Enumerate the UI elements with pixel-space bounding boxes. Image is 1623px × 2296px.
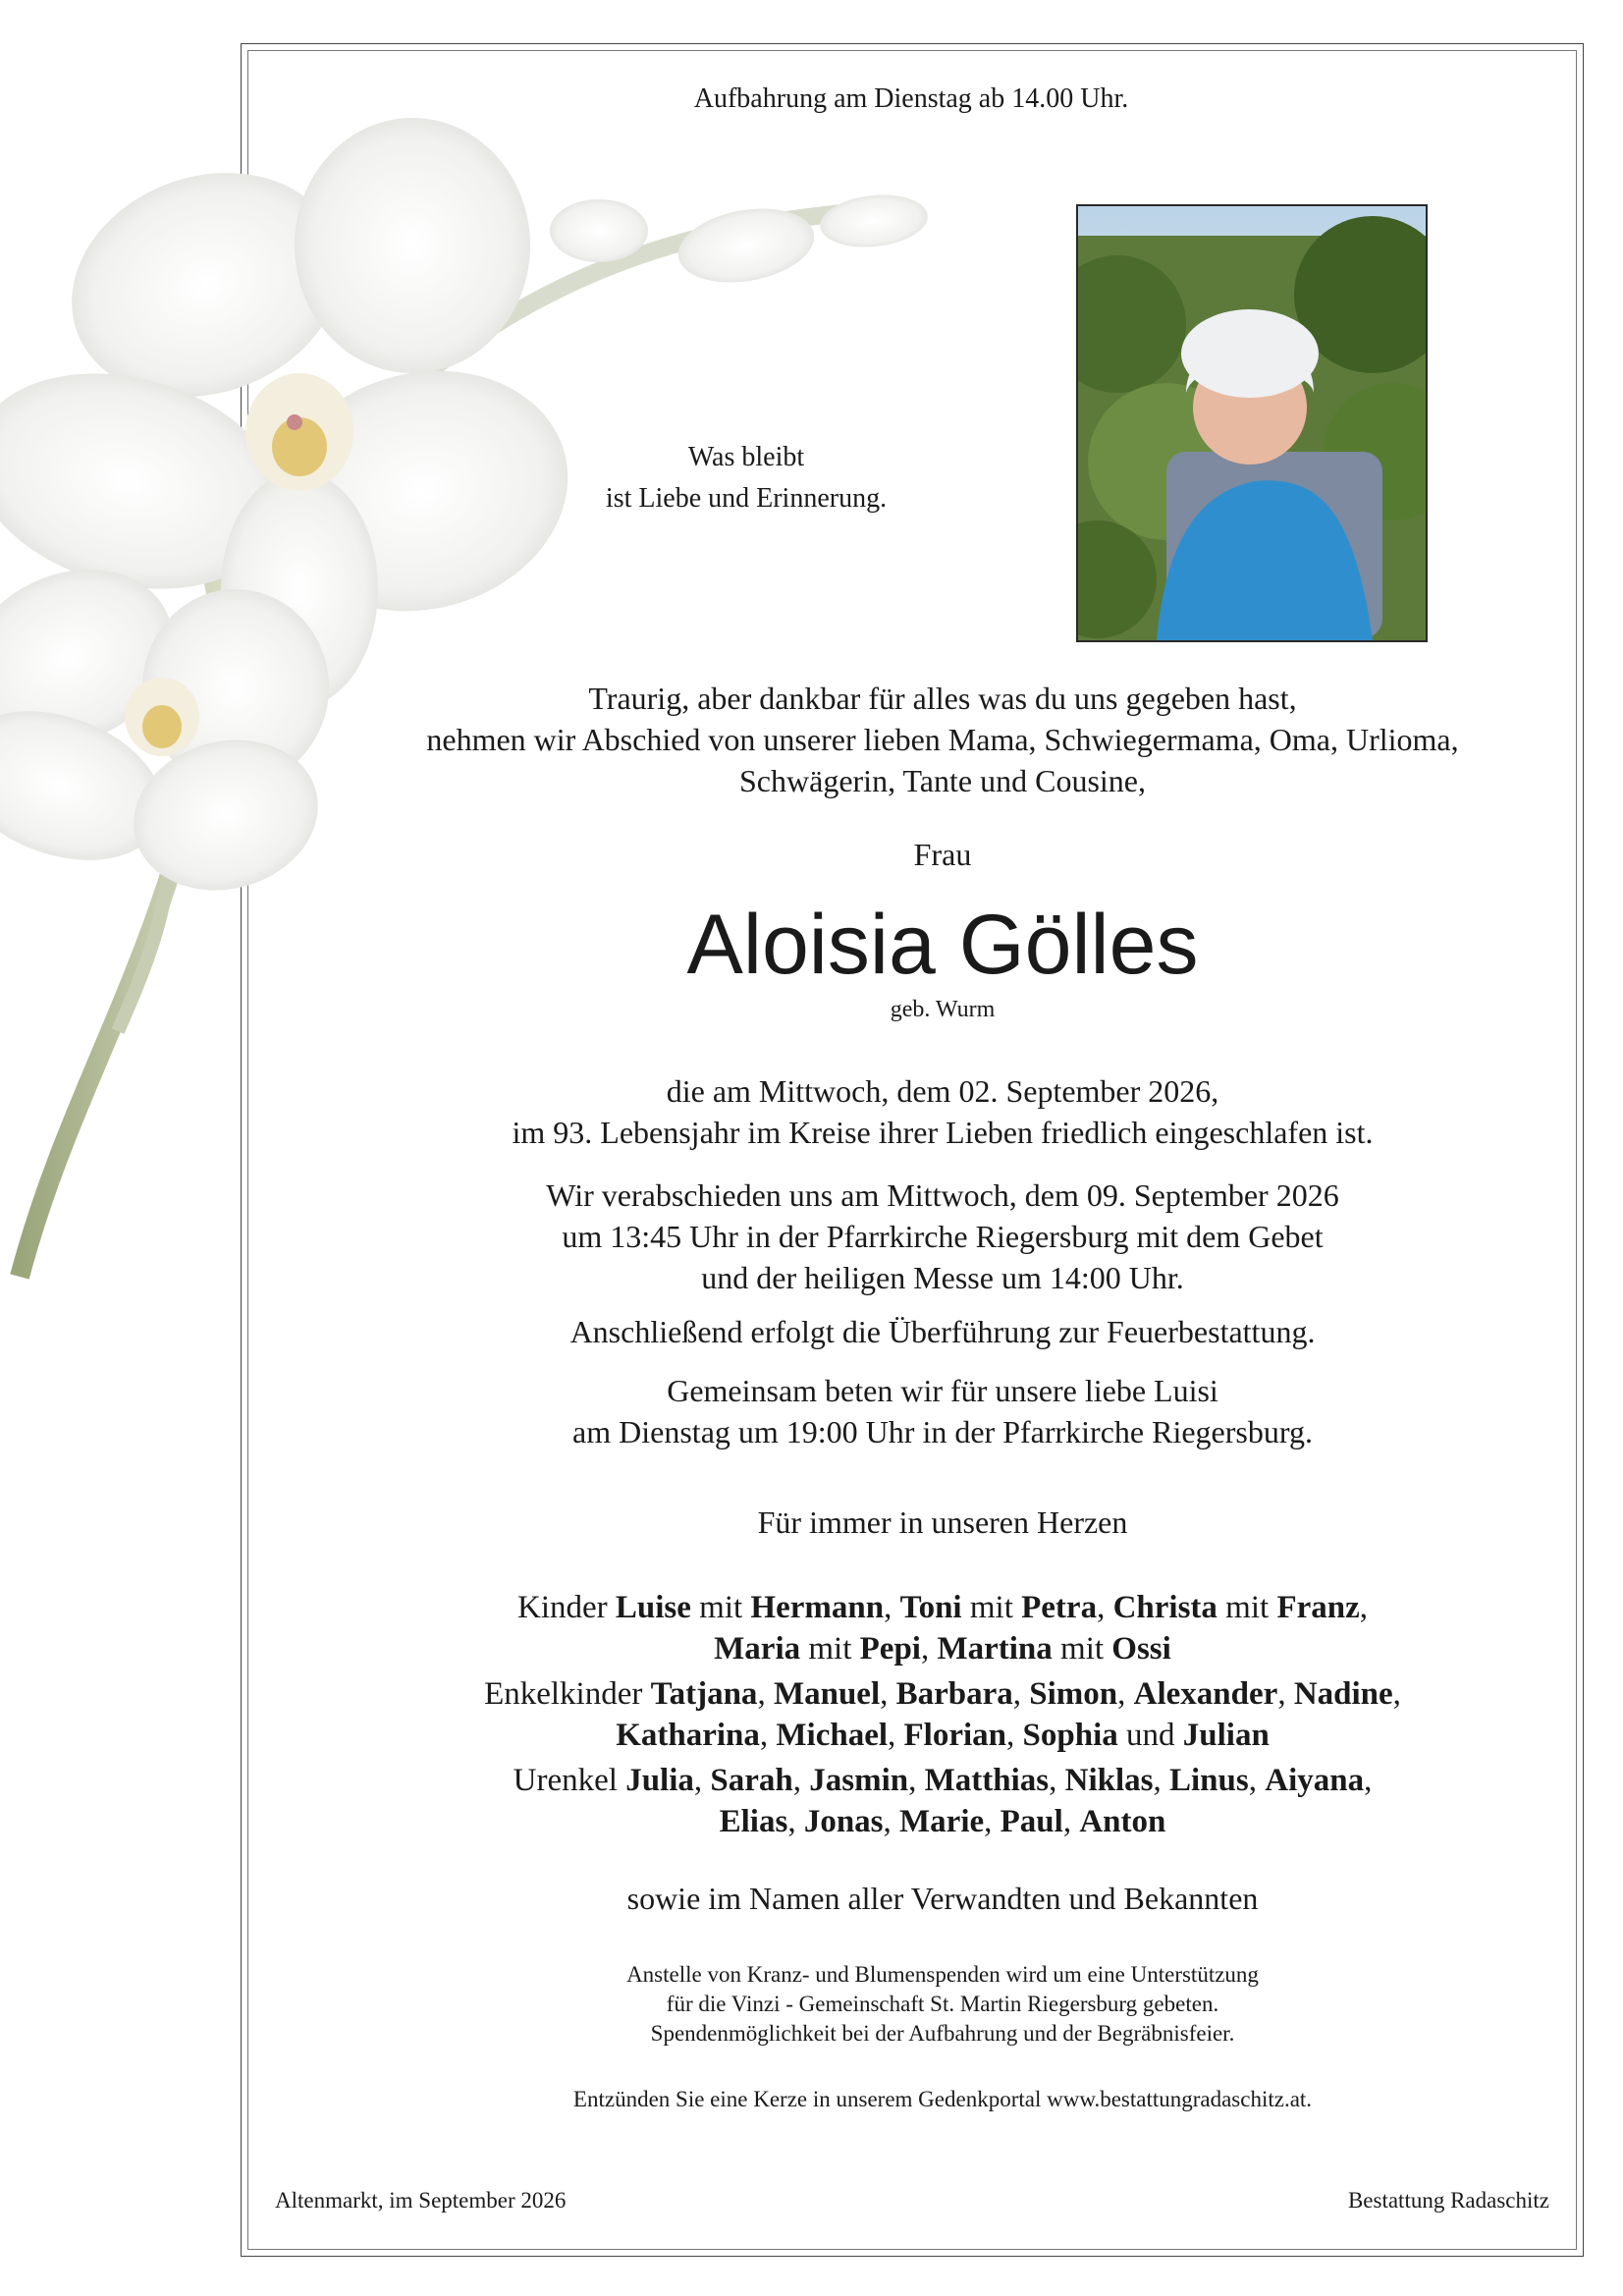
forever-line: Für immer in unseren Herzen bbox=[757, 1504, 1128, 1540]
name-separator: , bbox=[792, 1763, 810, 1798]
name-separator: , bbox=[1364, 1763, 1373, 1798]
intro-line: nehmen wir Abschied von unserer lieben Mama, Schwiegermama, Oma, Urlioma, bbox=[426, 722, 1459, 757]
name-separator: mit bbox=[1052, 1631, 1112, 1667]
death-line: im 93. Lebensjahr im Kreise ihrer Lieben friedlich eingeschlafen ist. bbox=[512, 1115, 1374, 1150]
name-separator: , bbox=[1012, 1676, 1030, 1712]
name-separator: , bbox=[984, 1804, 1001, 1839]
family-member-name: Pepi bbox=[859, 1631, 921, 1667]
farewell-notice bbox=[344, 1175, 1542, 1298]
name-separator: , bbox=[1392, 1676, 1401, 1712]
name-separator: , bbox=[693, 1763, 711, 1798]
family-member-name: Julian bbox=[1182, 1718, 1270, 1753]
place-date: Altenmarkt, im September 2026 bbox=[275, 2188, 567, 2213]
grandchildren-line-1 bbox=[344, 1673, 1542, 1715]
family-member-name: Barbara bbox=[895, 1676, 1013, 1712]
family-list bbox=[344, 1587, 1542, 1842]
motto-line: Was bleibt bbox=[687, 442, 805, 472]
donation-line: für die Vinzi - Gemeinschaft St. Martin Riegersburg gebeten. bbox=[666, 1992, 1219, 2016]
candle-portal-notice: Entzünden Sie eine Kerze in unserem Gedenkportal www.bestattungradaschitz.at. bbox=[572, 2087, 1313, 2111]
family-member-name: Jonas bbox=[803, 1804, 884, 1839]
prayer-line: Gemeinsam beten wir für unsere liebe Luisi bbox=[667, 1373, 1218, 1408]
family-member-name: Jasmin bbox=[809, 1763, 909, 1798]
family-member-name: Michael bbox=[776, 1718, 889, 1753]
family-member-name: Niklas bbox=[1064, 1763, 1154, 1798]
deceased-name: Aloisia Gölles bbox=[686, 898, 1199, 992]
name-separator: mit bbox=[800, 1631, 860, 1667]
intro-line: Schwägerin, Tante und Cousine, bbox=[739, 763, 1146, 798]
name-separator: , bbox=[1006, 1718, 1023, 1753]
farewell-line: um 13:45 Uhr in der Pfarrkirche Riegersburg mit dem Gebet bbox=[562, 1219, 1324, 1254]
family-member-name: Simon bbox=[1029, 1676, 1118, 1712]
greatgrandchildren-label: Urenkel bbox=[513, 1763, 618, 1798]
family-member-name: Anton bbox=[1079, 1804, 1166, 1839]
name-separator: , bbox=[1359, 1590, 1368, 1625]
family-member-name: Nadine bbox=[1293, 1676, 1393, 1712]
motto bbox=[511, 437, 982, 519]
name-separator: , bbox=[883, 1804, 900, 1839]
intro-text bbox=[334, 678, 1551, 801]
family-member-name: Paul bbox=[1000, 1804, 1063, 1839]
name-separator: , bbox=[759, 1718, 777, 1753]
family-member-name: Katharina bbox=[616, 1718, 760, 1753]
family-member-name: Linus bbox=[1169, 1763, 1249, 1798]
greatgrandchildren-line-2 bbox=[344, 1801, 1542, 1842]
motto-line: ist Liebe und Erinnerung. bbox=[605, 483, 888, 514]
family-member-name: Toni bbox=[899, 1590, 962, 1625]
family-member-name: Matthias bbox=[924, 1763, 1050, 1798]
family-member-name: Christa bbox=[1112, 1590, 1217, 1625]
name-separator: , bbox=[888, 1718, 904, 1753]
family-member-name: Petra bbox=[1021, 1590, 1098, 1625]
name-separator: , bbox=[880, 1676, 896, 1712]
family-member-name: Hermann bbox=[750, 1590, 885, 1625]
cremation-notice: Anschließend erfolgt die Überführung zur Feuerbestattung. bbox=[569, 1314, 1316, 1349]
death-line: die am Mittwoch, dem 02. September 2026, bbox=[666, 1073, 1219, 1109]
relatives-line: sowie im Namen aller Verwandten und Bekannten bbox=[626, 1881, 1259, 1916]
name-separator: , bbox=[787, 1804, 804, 1839]
family-member-name: Sarah bbox=[710, 1763, 793, 1798]
family-member-name: Marie bbox=[899, 1804, 985, 1839]
family-member-name: Ossi bbox=[1111, 1631, 1171, 1667]
undertaker: Bestattung Radaschitz bbox=[1347, 2188, 1549, 2213]
name-separator: , bbox=[1248, 1763, 1266, 1798]
donation-line: Spendenmöglichkeit bei der Aufbahrung und der Begräbnisfeier. bbox=[650, 2021, 1235, 2046]
children-line-1 bbox=[344, 1587, 1542, 1628]
intro-line: Traurig, aber dankbar für alles was du uns gegeben hast, bbox=[588, 681, 1297, 716]
name-separator: , bbox=[1153, 1763, 1169, 1798]
name-separator: , bbox=[1062, 1804, 1080, 1839]
farewell-line: Wir verabschieden uns am Mittwoch, dem 09. September 2026 bbox=[546, 1177, 1339, 1213]
family-member-name: Manuel bbox=[773, 1676, 881, 1712]
death-notice bbox=[344, 1070, 1542, 1153]
maiden-name: geb. Wurm bbox=[890, 997, 996, 1022]
children-label: Kinder bbox=[516, 1590, 608, 1625]
name-separator: , bbox=[908, 1763, 925, 1798]
name-separator: mit bbox=[690, 1590, 751, 1625]
family-member-name: Martina bbox=[937, 1631, 1053, 1667]
name-separator: , bbox=[1049, 1763, 1065, 1798]
name-separator: , bbox=[1097, 1590, 1113, 1625]
donation-notice bbox=[344, 1960, 1542, 2049]
family-member-name: Sophia bbox=[1022, 1718, 1118, 1753]
name-separator: , bbox=[757, 1676, 774, 1712]
family-member-name: Tatjana bbox=[650, 1676, 758, 1712]
salutation: Frau bbox=[913, 837, 972, 872]
name-separator: , bbox=[920, 1631, 938, 1667]
name-separator: mit bbox=[961, 1590, 1022, 1625]
donation-line: Anstelle von Kranz- und Blumenspenden wird um eine Unterstützung bbox=[626, 1962, 1259, 1987]
grandchildren-label: Enkelkinder bbox=[484, 1676, 643, 1712]
family-member-name: Franz bbox=[1276, 1590, 1360, 1625]
family-member-name: Elias bbox=[719, 1804, 788, 1839]
prayer-line: am Dienstag um 19:00 Uhr in der Pfarrkirche Riegersburg. bbox=[572, 1414, 1313, 1449]
family-member-name: Aiyana bbox=[1265, 1763, 1365, 1798]
farewell-line: und der heiligen Messe um 14:00 Uhr. bbox=[701, 1260, 1184, 1295]
name-separator: , bbox=[1117, 1676, 1134, 1712]
name-separator: , bbox=[884, 1590, 900, 1625]
family-member-name: Julia bbox=[625, 1763, 694, 1798]
portrait-photo bbox=[1076, 204, 1428, 642]
family-member-name: Maria bbox=[714, 1631, 801, 1667]
name-separator: und bbox=[1117, 1718, 1183, 1753]
grandchildren-line-2 bbox=[344, 1715, 1542, 1756]
greatgrandchildren-line-1 bbox=[344, 1760, 1542, 1801]
name-separator: , bbox=[1277, 1676, 1294, 1712]
prayer-notice bbox=[344, 1370, 1542, 1452]
viewing-notice: Aufbahrung am Dienstag ab 14.00 Uhr. bbox=[693, 83, 1129, 114]
family-member-name: Florian bbox=[903, 1718, 1007, 1753]
family-member-name: Luise bbox=[615, 1590, 691, 1625]
name-separator: mit bbox=[1217, 1590, 1277, 1625]
family-member-name: Alexander bbox=[1133, 1676, 1278, 1712]
children-line-2 bbox=[344, 1628, 1542, 1669]
